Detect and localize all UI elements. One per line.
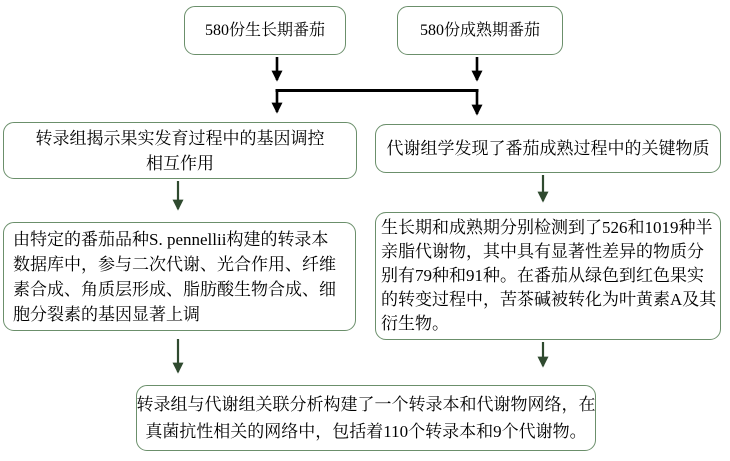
flow-box-label-line: 的转变过程中，苦茶碱被转化为叶黄素A及其: [381, 290, 717, 309]
flow-box-transcriptome-details: [3, 222, 356, 331]
flow-box-label-line: 相互作用: [146, 153, 214, 173]
flow-box-label-line: 由特定的番茄品种S. pennellii构建的转录本: [13, 229, 329, 249]
flow-box-label-line: 素合成、角质层形成、脂肪酸生物合成、细: [13, 279, 336, 299]
flow-box-label: 代谢组学发现了番茄成熟过程中的关键物质: [386, 138, 710, 158]
flow-box-label-line: 别有79种和91种。在番茄从绿色到红色果实: [381, 266, 704, 285]
flow-box-label-line: 胞分裂素的基因显著上调: [13, 304, 200, 324]
flow-box-label-line: 转录组与代谢组关联分析构建了一个转录本和代谢物网络，在: [136, 395, 596, 414]
flow-box-transcriptome-finding: [3, 122, 357, 179]
flow-box-metabolome-finding: [375, 124, 721, 173]
flow-box-label: 580份成熟期番茄: [419, 21, 540, 39]
flow-box-ripening-stage-samples: [397, 6, 563, 55]
flow-box-growth-stage-samples: [184, 6, 346, 55]
flow-box-label-line: 转录组揭示果实发育过程中的基因调控: [35, 128, 325, 148]
flow-box-label: 580份生长期番茄: [204, 21, 325, 39]
flow-box-label-line: 真菌抗性相关的网络中，包括着110个转录本和9个代谢物。: [145, 422, 587, 441]
flow-box-label-line: 衍生物。: [381, 314, 449, 333]
flow-box-label-line: 数据库中，参与二次代谢、光合作用、纤维: [13, 254, 336, 274]
flow-box-label-line: 亲脂代谢物，其中具有显著性差异的物质分: [381, 242, 704, 261]
flow-box-metabolome-details: [375, 212, 721, 340]
flow-box-label-line: 生长期和成熟期分别检测到了526和1019种半: [381, 218, 713, 237]
flow-box-integrated-network-conclusion: [136, 385, 596, 451]
